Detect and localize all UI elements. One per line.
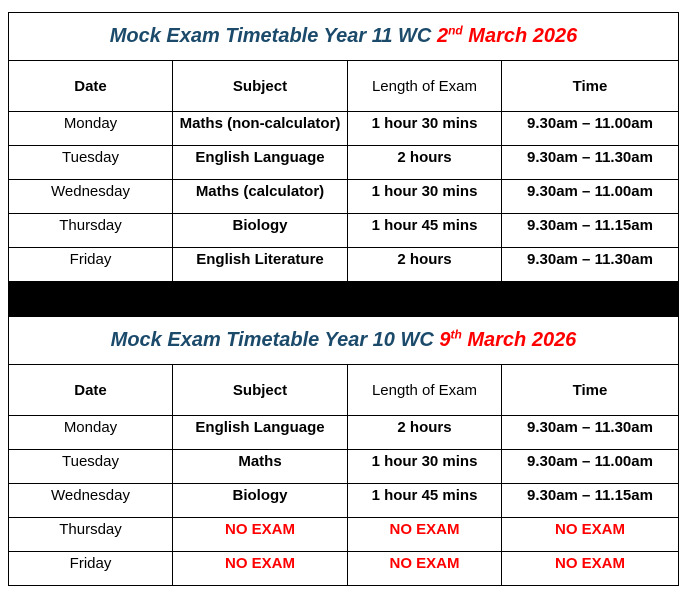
year10-title-row (9, 317, 679, 365)
year11-title-month: March 2026 (462, 25, 578, 47)
table-row (9, 552, 679, 586)
length-cell: 1 hour 30 mins (348, 180, 502, 214)
subject-cell: English Literature (173, 248, 348, 282)
separator-bar (9, 282, 679, 317)
subject-cell: Maths (calculator) (173, 180, 348, 214)
time-cell: 9.30am – 11.30am (502, 416, 679, 450)
table-row (9, 416, 679, 450)
year10-title-prefix: Mock Exam Timetable Year 10 WC (110, 329, 440, 351)
date-cell: Friday (9, 248, 173, 282)
header-date: Date (9, 365, 173, 416)
length-cell: 2 hours (348, 248, 502, 282)
year11-title-prefix: Mock Exam Timetable Year 11 WC (109, 25, 437, 47)
length-cell: 1 hour 45 mins (348, 214, 502, 248)
table-row (9, 450, 679, 484)
subject-cell: Biology (173, 214, 348, 248)
table-row (9, 518, 679, 552)
subject-cell: English Language (173, 416, 348, 450)
length-cell: 1 hour 30 mins (348, 450, 502, 484)
time-cell: 9.30am – 11.15am (502, 484, 679, 518)
year11-title-date (437, 25, 577, 47)
table-row (9, 112, 679, 146)
no-exam-time-cell: NO EXAM (502, 518, 679, 552)
year10-title-month: March 2026 (461, 329, 577, 351)
subject-cell: English Language (173, 146, 348, 180)
length-cell: 1 hour 45 mins (348, 484, 502, 518)
date-cell: Monday (9, 416, 173, 450)
subject-cell: Biology (173, 484, 348, 518)
subject-cell: Maths (non-calculator) (173, 112, 348, 146)
table-row (9, 484, 679, 518)
date-cell: Friday (9, 552, 173, 586)
table-row (9, 214, 679, 248)
date-cell: Wednesday (9, 180, 173, 214)
year11-header-row (9, 61, 679, 112)
table-row (9, 146, 679, 180)
year10-title (9, 317, 679, 365)
date-cell: Thursday (9, 518, 173, 552)
year10-title-date (439, 329, 576, 351)
header-subject: Subject (173, 365, 348, 416)
year11-title (9, 13, 679, 61)
date-cell: Tuesday (9, 146, 173, 180)
header-date: Date (9, 61, 173, 112)
header-length: Length of Exam (348, 61, 502, 112)
header-subject: Subject (173, 61, 348, 112)
time-cell: 9.30am – 11.00am (502, 450, 679, 484)
year10-header-row (9, 365, 679, 416)
time-cell: 9.30am – 11.30am (502, 248, 679, 282)
table-row (9, 180, 679, 214)
time-cell: 9.30am – 11.00am (502, 112, 679, 146)
length-cell: 2 hours (348, 146, 502, 180)
date-cell: Monday (9, 112, 173, 146)
year11-title-suffix: nd (448, 23, 463, 38)
header-time: Time (502, 365, 679, 416)
no-exam-time-cell: NO EXAM (502, 552, 679, 586)
length-cell: 2 hours (348, 416, 502, 450)
year11-title-day: 2 (436, 25, 449, 47)
no-exam-subject-cell: NO EXAM (173, 552, 348, 586)
table-row (9, 248, 679, 282)
exam-timetable (8, 12, 679, 586)
date-cell: Thursday (9, 214, 173, 248)
no-exam-length-cell: NO EXAM (348, 518, 502, 552)
length-cell: 1 hour 30 mins (348, 112, 502, 146)
header-time: Time (502, 61, 679, 112)
no-exam-length-cell: NO EXAM (348, 552, 502, 586)
header-length: Length of Exam (348, 365, 502, 416)
time-cell: 9.30am – 11.00am (502, 180, 679, 214)
year11-title-row (9, 13, 679, 61)
year10-title-day: 9 (439, 329, 451, 351)
year10-title-suffix: th (450, 327, 462, 342)
separator-row (9, 282, 679, 317)
time-cell: 9.30am – 11.30am (502, 146, 679, 180)
date-cell: Tuesday (9, 450, 173, 484)
subject-cell: Maths (173, 450, 348, 484)
no-exam-subject-cell: NO EXAM (173, 518, 348, 552)
time-cell: 9.30am – 11.15am (502, 214, 679, 248)
date-cell: Wednesday (9, 484, 173, 518)
